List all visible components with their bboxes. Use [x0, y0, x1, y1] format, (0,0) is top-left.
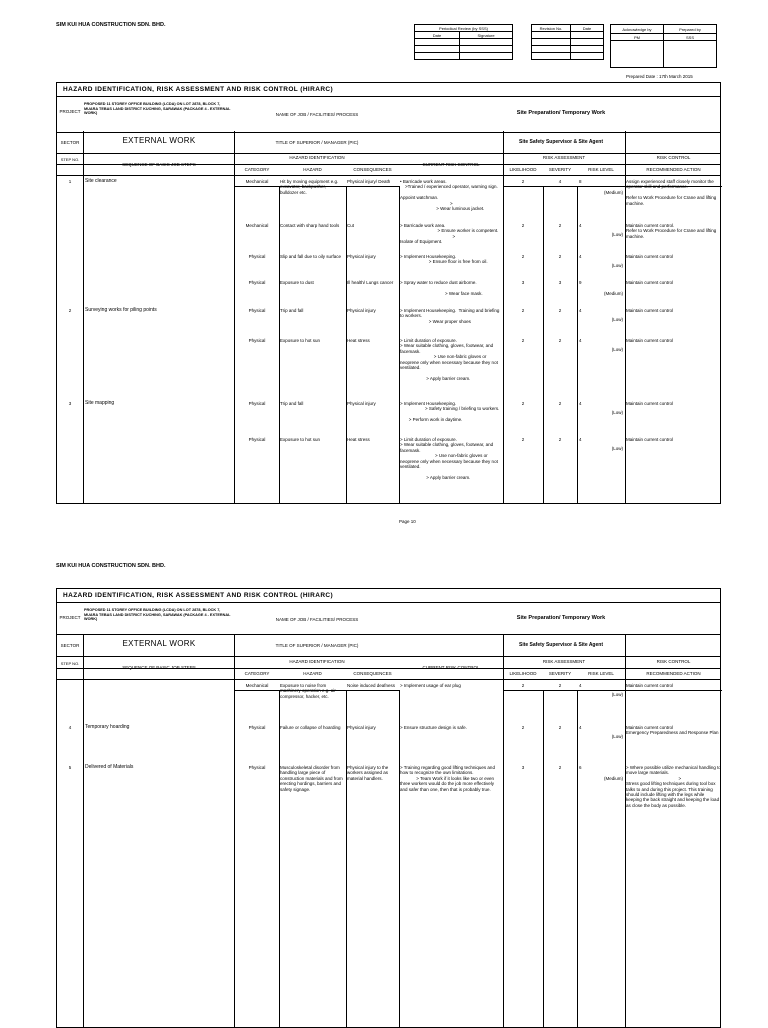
- current-control: > Implement Housekeeping. > Safety training / briefing to workers. > Perform work in daytime.: [400, 401, 500, 423]
- risk-level: (Medium): [603, 291, 623, 296]
- hazard-category: Physical: [248, 401, 266, 406]
- current-control: > Implement usage of ear plug: [400, 683, 461, 688]
- risk-level: (Low): [611, 263, 623, 268]
- severity: 2: [558, 725, 562, 730]
- risk-level: (Low): [611, 232, 623, 237]
- current-control: > Limit duration of exposure. > Wear suitable clothing, gloves, footwear, and facemask. > Use non-fabric gloves or neoprene only when necessary because they not ventilated. > Apply barrier cream.: [400, 437, 498, 480]
- likelihood: 3: [521, 765, 525, 770]
- step-number: 5: [68, 765, 72, 770]
- recommended-action: Maintain current control: [626, 280, 674, 285]
- current-control: • Barricade work areas. >Trained / experienced operator, warning sign. Appoint watchman. > > Wear luminous jacket.: [400, 179, 498, 212]
- periodical-review-table: Periodical Review (by SSS) Date Signature: [414, 24, 513, 60]
- recommended-action: Maintain current control. Refer to Work Procedure for Crane and lifting machine.: [626, 223, 717, 239]
- likelihood: 3: [521, 280, 525, 285]
- severity: 2: [558, 401, 562, 406]
- sector-value: EXTERNAL WORK: [122, 136, 196, 145]
- consequences: Physical injury: [347, 254, 376, 259]
- hazard-category: Physical: [248, 437, 266, 442]
- hazard-category: Physical: [248, 725, 266, 730]
- risk-level: (Medium): [603, 190, 623, 195]
- risk-score: 4: [579, 338, 582, 343]
- likelihood: 2: [521, 179, 525, 184]
- hazard: Exposure to noise from machinery operation e.g. air compressor, hacker, etc.: [280, 683, 338, 699]
- form-title-2: HAZARD IDENTIFICATION, RISK ASSESSMENT AND RISK CONTROL (HIRARC): [57, 589, 720, 603]
- prepared-date: Prepared Date : 17th March 2015: [626, 74, 693, 79]
- consequences: Physical injury: [347, 725, 376, 730]
- likelihood: 2: [521, 338, 525, 343]
- project-name: PROPOSED 11 STOREY OFFICE BUILDING (LCDA) ON LOT 2878, BLOCK 7, MUARA TEBAS LAND DISTRICT KUCHING, SARAWAK (PACKAGE 4 - EXTERNAL WORK): [84, 102, 231, 115]
- company-name: SIM KUI HUA CONSTRUCTION SDN. BHD.: [56, 22, 166, 28]
- current-control: > Implement Housekeeping. Training and briefing to workers. > Wear proper shoes: [400, 308, 500, 324]
- risk-level: (Medium): [603, 776, 623, 781]
- risk-score: 8: [579, 179, 582, 184]
- risk-score: 4: [579, 223, 582, 228]
- likelihood: 2: [521, 437, 525, 442]
- current-control: > Ensure structure design is safe.: [400, 725, 467, 730]
- hazard: Hit by moving equipment e.g. excavator, backpusher, bulldozer etc.: [280, 179, 340, 195]
- consequences: Physical injury: [347, 308, 376, 313]
- risk-level: (Low): [611, 410, 623, 415]
- risk-score: 9: [579, 280, 582, 285]
- hazard: Trip and fall: [280, 401, 304, 406]
- hazard-category: Physical: [248, 280, 266, 285]
- sector-label: SECTOR: [60, 140, 80, 145]
- consequences: Noise induced deafness: [347, 683, 396, 688]
- likelihood: 2: [521, 401, 525, 406]
- hazard-category: Physical: [248, 765, 266, 770]
- recommended-action: > Where possible utilize mechanical handling to move large materials. > Stress good lifting techniques during tool box talks to and during this project. This training should include lifting with the legs while keeping the back straight and keeping the load as close the body as possible.: [626, 765, 721, 808]
- severity: 3: [558, 280, 562, 285]
- current-control: > Limit duration of exposure. > Wear suitable clothing, gloves, footwear, and facemask. > Use non-fabric gloves or neoprene only when necessary because they not ventilated. > Apply barrier cream.: [400, 338, 498, 381]
- current-control: > Spray water to reduce dust airborne. > Wear face mask.: [400, 280, 483, 296]
- current-control: > Training regarding good lifting techniques and how to recognize the own limitations. > Team Work if it looks like two or even three workers would do the job more effectively and safer than one, then that is probably true.: [400, 765, 495, 792]
- project-label: PROJECT: [59, 109, 81, 114]
- severity: 2: [558, 223, 562, 228]
- recommended-action: Maintain current control: [626, 401, 674, 406]
- job-name-label: NAME OF JOB / FACILITIES/ PROCESS: [275, 112, 359, 117]
- consequences: Cut: [347, 223, 355, 228]
- risk-level: (Low): [611, 317, 623, 322]
- hazard: Failure or collapse of hoarding: [280, 725, 341, 730]
- hazard-category: Mechanical: [245, 683, 269, 688]
- severity: 2: [558, 338, 562, 343]
- recommended-action: Maintain current control: [626, 683, 674, 688]
- step-number: 1: [68, 179, 72, 184]
- consequences: Physical injury: [347, 401, 376, 406]
- risk-score: 6: [579, 765, 582, 770]
- job-step: Site clearance: [85, 178, 117, 184]
- severity: 4: [558, 179, 562, 184]
- recommended-action: Maintain current control: [626, 338, 674, 343]
- risk-level: (Low): [611, 446, 623, 451]
- consequences: Ill health/ Lungs cancer: [347, 280, 394, 285]
- step-number: 3: [68, 401, 72, 406]
- company-name-2: SIM KUI HUA CONSTRUCTION SDN. BHD.: [56, 563, 166, 569]
- hazard: Musculoskeletal disorder from handling large piece of construction materials and from erecting hordings, barriers and safety signage.: [280, 765, 345, 792]
- risk-level: (Low): [611, 734, 623, 739]
- likelihood: 2: [521, 308, 525, 313]
- step-number: 2: [68, 308, 72, 313]
- likelihood: 2: [521, 223, 525, 228]
- likelihood: 2: [521, 254, 525, 259]
- risk-score: 4: [579, 401, 582, 406]
- step-number: 4: [68, 725, 72, 730]
- consequences: Physical injury/ Death: [347, 179, 391, 184]
- severity: 2: [558, 765, 562, 770]
- hazard-category: Physical: [248, 308, 266, 313]
- risk-score: 4: [579, 683, 582, 688]
- risk-score: 4: [579, 254, 582, 259]
- consequences: Heat stress: [347, 437, 370, 442]
- hazard-category: Physical: [248, 254, 266, 259]
- recommended-action: Maintain current control: [626, 437, 674, 442]
- consequences: Heat stress: [347, 338, 370, 343]
- recommended-action: Maintain current control: [626, 308, 674, 313]
- severity: 2: [558, 254, 562, 259]
- hazard: Exposure to dust: [280, 280, 314, 285]
- severity: 2: [558, 683, 562, 688]
- consequences: Physical injury to the workers assigned as material handlers.: [347, 765, 390, 781]
- hazard: Exposure to hot sun: [280, 338, 321, 343]
- recommended-action: Assign experienced staff closely monitor the operator skill and performance. Refer to Work Procedure for Crane and lifting machine.: [626, 179, 717, 206]
- hazard-category: Mechanical: [245, 179, 269, 184]
- risk-level: (Low): [611, 347, 623, 352]
- risk-level: (Low): [611, 692, 623, 697]
- form-title: HAZARD IDENTIFICATION, RISK ASSESSMENT AND RISK CONTROL (HIRARC): [57, 83, 720, 97]
- risk-score: 4: [579, 437, 582, 442]
- current-control: > Barricade work area. > Ensure worker is competent. > Isolate of Equipment.: [400, 223, 499, 245]
- job-step: Surveying works for piling points: [85, 307, 157, 313]
- recommended-action: Maintain current control: [626, 254, 674, 259]
- hazard-category: Physical: [248, 338, 266, 343]
- recommended-action: Maintain current control Emergency Preparedness and Response Plan: [626, 725, 719, 736]
- hazard-category: Mechanical: [245, 223, 269, 228]
- hazard: Exposure to hot sun: [280, 437, 321, 442]
- likelihood: 2: [521, 725, 525, 730]
- likelihood: 2: [521, 683, 525, 688]
- severity: 2: [558, 437, 562, 442]
- hazard: Trip and fall: [280, 308, 304, 313]
- job-step: Delivered of Materials: [85, 764, 134, 770]
- revision-table: Revision No. Date: [531, 24, 604, 60]
- job-step: Site mapping: [85, 400, 115, 406]
- hazard: Slip and fall due to oily surface: [280, 254, 342, 259]
- page-number: Page 10: [399, 519, 416, 524]
- risk-score: 4: [579, 725, 582, 730]
- hazard: Contact with sharp hand tools: [280, 223, 340, 228]
- acknowledge-table: Acknowledge by Prepared by PM SSS: [610, 24, 717, 68]
- severity: 2: [558, 308, 562, 313]
- superior-label: TITLE OF SUPERIOR / MANAGER (PIC): [275, 140, 359, 145]
- job-name: Site Preparation/ Temporary Work: [516, 110, 606, 116]
- hirarc-form-page-1: HAZARD IDENTIFICATION, RISK ASSESSMENT AND RISK CONTROL (HIRARC) PROJECT PROPOSED 11 STOREY OFFICE BUILDING (LCDA) ON LOT 2878, BLOCK 7, MUARA TEBAS LAND DISTRICT KUCHING, SARAWAK (PACKAGE 4 - EXTERNAL WORK) NAME OF JOB / FACILITIES/ PROCESS Site Preparation/ Temporary Work SECTOR EXTERNAL WORK TITLE OF SUPERIOR / MANAGER (PIC) Site Safety Supervisor & Site Agent STEP NO. SEQUENCE OF BASIC JOB STEPS HAZARD IDENTIFICATION CATEGORY HAZARD CONSEQUENCES CURRENT RISK CONTROL RISK ASSESSMENT LIKELIHOOD SEVERITY RISK LEVEL RISK CONTROL RECOMMENDED ACTION 1 Site clearance Mechanical Hit by moving equipment e.g. excavator, backpusher, bulldozer etc. Physical injury/ Death • Barricade work areas. >Trained / experienced operator, warning sign. Appoint watchman. > > Wear luminous jacket. 2 4 8 Assign experienced staff closely monitor the operator skill and performance. Refer to Work Procedure for Crane and lifting machine. (Medium) Mechanical Contact with sharp hand tools Cut > Barricade work area. > Ensure worker is competent. > Isolate of Equipment. 2 2 4 Maintain current control. Refer to Work Procedure for Crane and lifting machine. (Low) Physical Slip and fall due to oily surface Physical injury > Implement Housekeeping. > Ensure floor is free from oil. 2 2 4 Maintain current control (Low) Physical Exposure to dust Ill health/ Lungs cancer > Spray water to reduce dust airborne. > Wear face mask. 3 3 9 Maintain current control (Medium) 2 Surveying works for piling points Physical Trip and fall Physical injury > Implement Housekeeping. Training and briefing to workers. > Wear proper shoes 2 2 4 Maintain current control (Low) Physical Exposure to hot sun Heat stress > Limit duration of exposure. > Wear suitable clothing, gloves, footwear, and facemask. > Use non-fabric gloves or neoprene only when necessary because they not ventilated. > Apply barrier cream. 2 2 4 Maintain current control (Low) 3 Site mapping Physical Trip and fall Physical injury > Implement Housekeeping. > Safety training / briefing to workers. > Perform work in daytime. 2 2 4 Maintain current control (Low) Physical Exposure to hot sun Heat stress > Limit duration of exposure. > Wear suitable clothing, gloves, footwear, and facemask. > Use non-fabric gloves or neoprene only when necessary because they not ventilated. > Apply barrier cream. 2 2 4 Maintain current control (Low): [56, 82, 721, 504]
- superior-value: Site Safety Supervisor & Site Agent: [518, 139, 603, 145]
- job-step: Temporary hoarding: [85, 724, 130, 730]
- current-control: > Implement Housekeeping. > Ensure floor is free from oil.: [400, 254, 488, 265]
- hirarc-form-page-2: HAZARD IDENTIFICATION, RISK ASSESSMENT AND RISK CONTROL (HIRARC) PROJECT PROPOSED 11 STOREY OFFICE BUILDING (LCDA) ON LOT 2878, BLOCK 7, MUARA TEBAS LAND DISTRICT KUCHING, SARAWAK (PACKAGE 4 - EXTERNAL WORK) NAME OF JOB / FACILITIES/ PROCESS Site Preparation/ Temporary Work SECTOR EXTERNAL WORK TITLE OF SUPERIOR / MANAGER (PIC) Site Safety Supervisor & Site Agent STEP NO. SEQUENCE OF BASIC JOB STEPS HAZARD IDENTIFICATION CATEGORY HAZARD CONSEQUENCES CURRENT RISK CONTROL RISK ASSESSMENT LIKELIHOOD SEVERITY RISK LEVEL RISK CONTROL RECOMMENDED ACTION Mechanical Exposure to noise from machinery operation e.g. air compressor, hacker, etc. Noise induced deafness > Implement usage of ear plug 2 2 4 Maintain current control (Low) 4 Temporary hoarding Physical Failure or collapse of hoarding Physical injury > Ensure structure design is safe. 2 2 4 Maintain current control Emergency Preparedness and Response Plan (Low) 5 Delivered of Materials Physical Musculoskeletal disorder from handling large piece of construction materials and from erecting hordings, barriers and safety signage. Physical injury to the workers assigned as material handlers. > Training regarding good lifting techniques and how to recognize the own limitations. > Team Work if it looks like two or even three workers would do the job more effectively and safer than one, then that is probably true. 3 2 6 > Where possible utilize mechanical handling to move large materials. > Stress good lifting techniques during tool box talks to and during this project. This training should include lifting with the legs while keeping the back straight and keeping the load as close the body as possible. (Medium): [56, 588, 721, 1028]
- risk-score: 4: [579, 308, 582, 313]
